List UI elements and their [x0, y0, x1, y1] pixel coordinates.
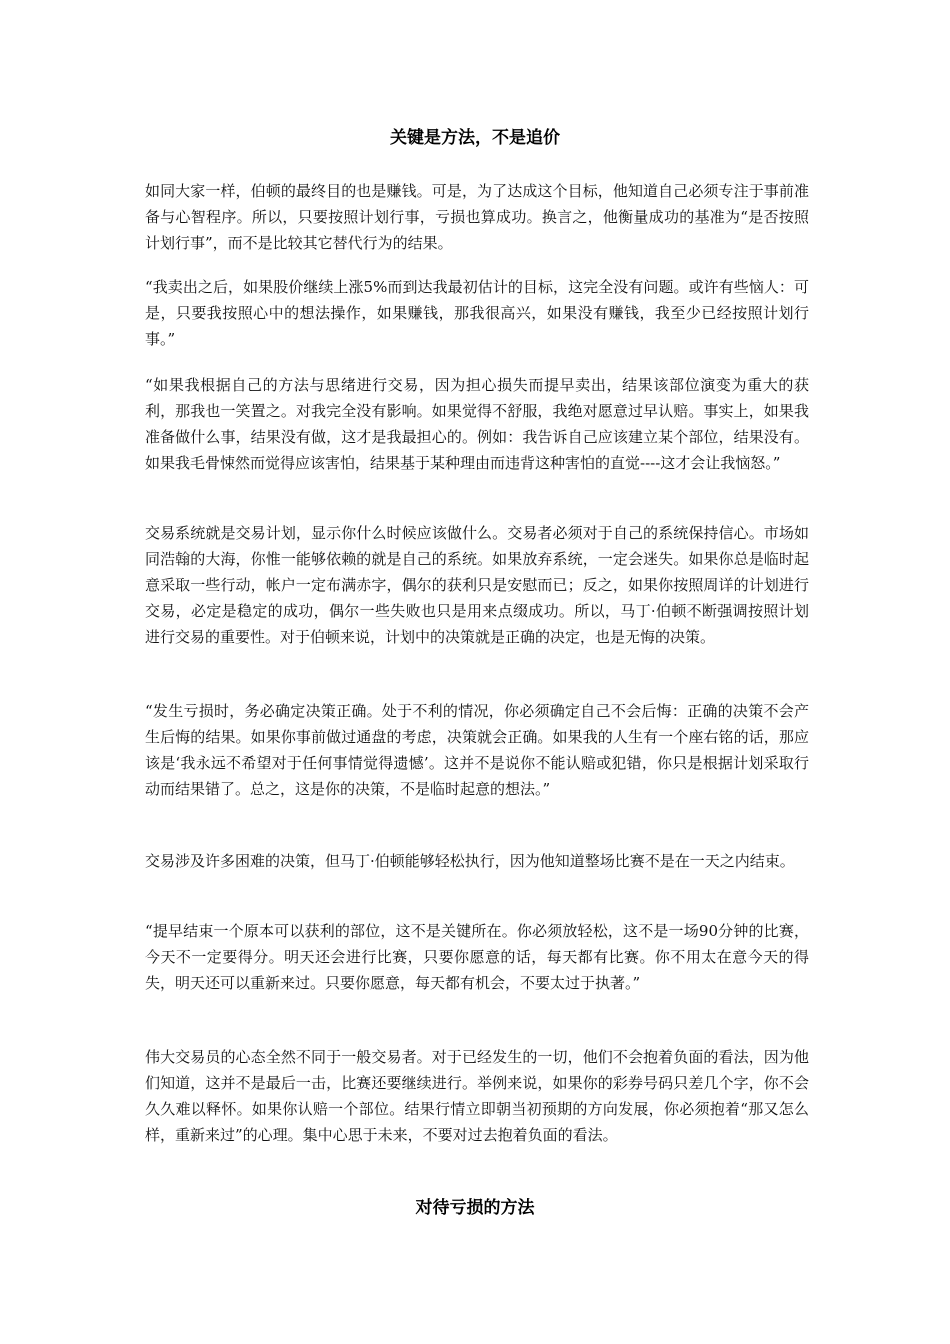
section-title: 关键是方法，不是追价	[390, 128, 560, 148]
paragraph-6: 交易涉及许多困难的决策，但马丁·伯顿能够轻松执行，因为他知道整场比赛不是在一天之内结束。	[145, 852, 795, 870]
next-section-title: 对待亏损的方法	[415, 1198, 535, 1218]
paragraph-5: “发生亏损时，务必确定决策正确。处于不利的情况，你必须确定自己不会后悔：正确的决策不会产生后悔的结果。如果你事前做过通盘的考虑，决策就会正确。如果我的人生有一个座右铭的话，那应该是‘我永远不希望对于任何事情觉得遗憾’。这并不是说你不能认赔或犯错，你只是根据计划采取行动而结果错了。总之，这是你的决策，不是临时起意的想法。”	[145, 702, 809, 798]
paragraph-1: 如同大家一样，伯顿的最终目的也是赚钱。可是，为了达成这个目标，他知道自己必须专注于事前准备与心智程序。所以，只要按照计划行事，亏损也算成功。换言之，他衡量成功的基准为“是否按照计划行事”，而不是比较其它替代行为的结果。	[145, 182, 809, 252]
paragraph-2: “我卖出之后，如果股价继续上涨5%而到达我最初估计的目标，这完全没有问题。或许有些恼人：可是，只要我按照心中的想法操作，如果赚钱，那我很高兴，如果没有赚钱，我至少已经按照计划行事。”	[145, 278, 809, 348]
paragraph-8: 伟大交易员的心态全然不同于一般交易者。对于已经发生的一切，他们不会抱着负面的看法，因为他们知道，这并不是最后一击，比赛还要继续进行。举例来说，如果你的彩券号码只差几个字，你不会久久难以释怀。如果你认赔一个部位。结果行情立即朝当初预期的方向发展，你必须抱着“那又怎么样，重新来过”的心理。集中心思于未来，不要对过去抱着负面的看法。	[145, 1048, 809, 1144]
paragraph-3: “如果我根据自己的方法与思绪进行交易，因为担心损失而提早卖出，结果该部位演变为重大的获利，那我也一笑置之。对我完全没有影响。如果觉得不舒服，我绝对愿意过早认赔。事实上，如果我准备做什么事，结果没有做，这才是我最担心的。例如：我告诉自己应该建立某个部位，结果没有。如果我毛骨悚然而觉得应该害怕，结果基于某种理由而违背这种害怕的直觉----这才会让我恼怒。”	[145, 376, 809, 472]
paragraph-4: 交易系统就是交易计划，显示你什么时候应该做什么。交易者必须对于自己的系统保持信心。市场如同浩翰的大海，你惟一能够依赖的就是自己的系统。如果放弃系统，一定会迷失。如果你总是临时起意采取一些行动，帐户一定布满赤字，偶尔的获利只是安慰而已；反之，如果你按照周详的计划进行交易，必定是稳定的成功，偶尔一些失败也只是用来点缀成功。所以，马丁·伯顿不断强调按照计划进行交易的重要性。对于伯顿来说，计划中的决策就是正确的决定，也是无悔的决策。	[145, 524, 809, 646]
paragraph-7: “提早结束一个原本可以获利的部位，这不是关键所在。你必须放轻松，这不是一场90分钟的比赛，今天不一定要得分。明天还会进行比赛，只要你愿意的话，每天都有比赛。你不用太在意今天的得失，明天还可以重新来过。只要你愿意，每天都有机会，不要太过于执著。”	[145, 922, 809, 992]
